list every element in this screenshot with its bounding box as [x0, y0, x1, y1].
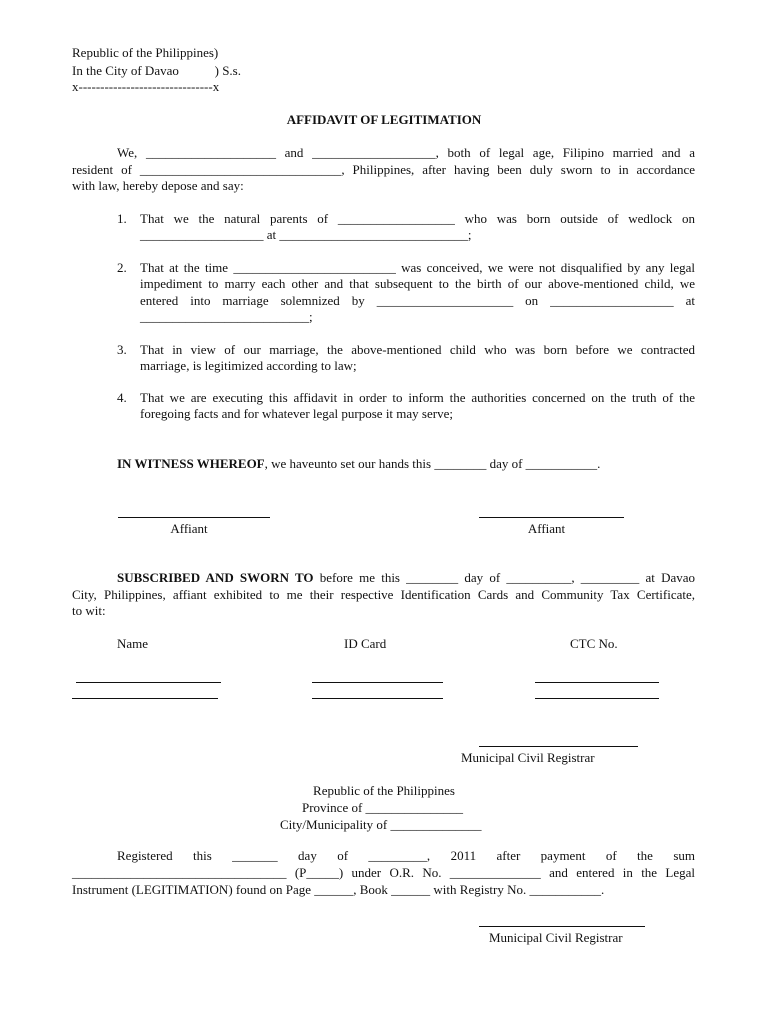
item-4-line-2: foregoing facts and for whatever legal purpose it may serve; — [140, 406, 453, 421]
registry-city: City/Municipality of ______________ — [280, 817, 482, 832]
registry-republic: Republic of the Philippines — [313, 783, 455, 798]
affiant-left-label: Affiant — [170, 521, 208, 536]
registrar-label-2: Municipal Civil Registrar — [489, 930, 623, 945]
item-2-number: 2. — [117, 260, 127, 275]
name-entry-line — [72, 698, 218, 699]
item-2-line-1: That at the time _________________________ was conceived, we were not disqualified by any legal — [140, 260, 695, 275]
item-1-line-2: ___________________ at _____________________________; — [140, 227, 472, 242]
header-city: In the City of Davao ) S.s. — [72, 63, 241, 78]
affiant-right-signature-line — [479, 517, 624, 518]
column-id-card-header: ID Card — [344, 636, 387, 651]
item-2-line-3: entered into marriage solemnized by _____________________ on ___________________ at — [140, 293, 695, 308]
item-4-line-1: That we are executing this affidavit in order to inform the authorities concerned on the truth of the — [140, 390, 695, 405]
intro-line-3: with law, hereby depose and say: — [72, 178, 244, 193]
item-1-number: 1. — [117, 211, 127, 226]
subscribed-line-3: to wit: — [72, 603, 106, 618]
item-1-line-1: That we the natural parents of __________________ who was born outside of wedlock on — [140, 211, 695, 226]
registered-line-3: Instrument (LEGITIMATION) found on Page ______, Book ______ with Registry No. ___________. — [72, 882, 605, 897]
registered-line-1: Registered this _______ day of _________, 2011 after payment of the sum — [117, 848, 695, 863]
item-3-line-1: That in view of our marriage, the above-mentioned child who was born before we contracted — [140, 342, 695, 357]
item-2-line-4: __________________________; — [140, 309, 313, 324]
ctc-entry-line — [535, 698, 659, 699]
column-ctc-header: CTC No. — [570, 636, 618, 651]
id-card-entry-line — [312, 698, 443, 699]
affiant-left-signature-line — [118, 517, 270, 518]
affiant-right-label: Affiant — [527, 521, 566, 536]
registry-province: Province of _______________ — [302, 800, 464, 815]
subscribed-line-2: City, Philippines, affiant exhibited to me their respective Identification Cards and Community Tax Certificate, — [72, 587, 695, 602]
item-4-number: 4. — [117, 390, 127, 405]
subscribed-line-1 — [117, 570, 695, 586]
registrar-signature-line — [479, 926, 645, 927]
witness-rest: , we haveunto set our hands this ________ day of ___________. — [264, 456, 601, 471]
item-2-line-2: impediment to marry each other and that subsequent to the birth of our above-mentioned child, we — [140, 276, 695, 291]
name-entry-line — [76, 682, 221, 683]
registrar-signature-line — [479, 746, 638, 747]
registrar-label-1: Municipal Civil Registrar — [461, 750, 595, 765]
header-separator: x-------------------------------x — [72, 79, 220, 94]
document-title: AFFIDAVIT OF LEGITIMATION — [286, 112, 482, 127]
ctc-entry-line — [535, 682, 659, 683]
witness-clause — [117, 456, 600, 472]
subscribed-bold: SUBSCRIBED AND SWORN TO — [117, 570, 314, 585]
item-3-number: 3. — [117, 342, 127, 357]
witness-bold: IN WITNESS WHEREOF — [117, 456, 265, 471]
item-3-line-2: marriage, is legitimized according to law; — [140, 358, 357, 373]
id-card-entry-line — [312, 682, 443, 683]
registered-line-2: _________________________________ (P_____) under O.R. No. ______________ and entered in the Legal — [72, 865, 695, 880]
intro-line-2: resident of _______________________________, Philippines, after having been duly sworn to in accordance — [72, 162, 695, 177]
intro-line-1: We, ____________________ and ___________________, both of legal age, Filipino married and a — [117, 145, 695, 160]
column-name-header: Name — [117, 636, 149, 651]
subscribed-rest: before me this ________ day of __________, _________ at Davao — [313, 570, 695, 585]
header-republic: Republic of the Philippines) — [72, 45, 219, 60]
